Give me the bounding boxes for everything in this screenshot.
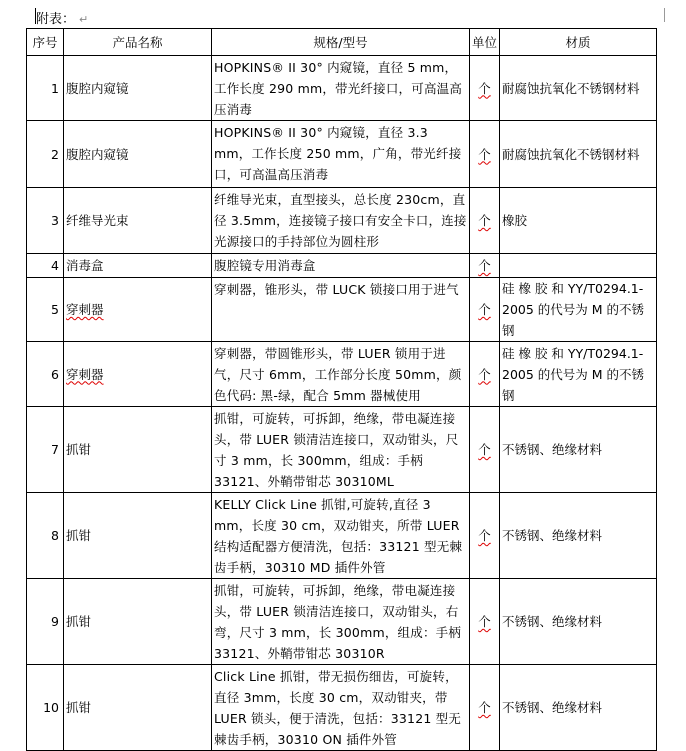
cell-name[interactable]: 腹腔内窥镜 [64,56,212,121]
cell-unit[interactable]: 个 [470,121,500,188]
cell-spec[interactable]: KELLY Click Line 抓钳,可旋转,直径 3 mm，长度 30 cm，双动钳夹，所带 LUER 结构适配器方便清洗，包括：33121 型无棘齿手柄，30310 MD 插件外管 [212,493,470,579]
cell-no[interactable]: 10 [27,665,64,751]
cell-material[interactable]: 不锈钢、绝缘材料 [500,665,657,751]
cell-spec[interactable]: 穿刺器，锥形头，带 LUCK 锁接口用于进气 [212,278,470,342]
header-material: 材质 [500,29,657,56]
cell-spec[interactable]: 纤维导光束，直型接头，总长度 230cm，直径 3.5mm，连接镜子接口有安全卡口，连接光源接口的手持部位为圆柱形 [212,188,470,254]
cell-spec[interactable]: HOPKINS® II 30° 内窥镜，直径 5 mm，工作长度 290 mm，带光纤接口，可高温高压消毒 [212,56,470,121]
table-row [27,121,657,188]
cell-name[interactable]: 穿刺器 [64,278,212,342]
cell-name[interactable]: 穿刺器 [64,342,212,407]
product-table[interactable] [26,28,657,751]
header-no: 序号 [27,29,64,56]
cell-spec[interactable]: HOPKINS® II 30° 内窥镜，直径 3.3 mm，工作长度 250 mm，广角，带光纤接口，可高温高压消毒 [212,121,470,188]
cell-spec[interactable]: Click Line 抓钳，带无损伤细齿，可旋转，直径 3mm，长度 30 cm，双动钳夹，带 LUER 锁头，便于清洗，包括：33121 型无棘齿手柄，30310 ON 插件外管 [212,665,470,751]
cell-unit[interactable]: 个 [470,278,500,342]
table-row [27,188,657,254]
cell-no[interactable]: 9 [27,579,64,665]
cell-unit[interactable]: 个 [470,407,500,493]
cell-name[interactable]: 抓钳 [64,579,212,665]
cell-unit[interactable]: 个 [470,342,500,407]
cell-spec[interactable]: 抓钳，可旋转，可拆卸，绝缘，带电凝连接头，带 LUER 锁清洁连接口，双动钳头，右弯，尺寸 3 mm，长 300mm，组成：手柄 33121、外鞘带钳芯 30310R [212,579,470,665]
cell-unit[interactable]: 个 [470,579,500,665]
header-name: 产品名称 [64,29,212,56]
cell-name[interactable]: 纤维导光束 [64,188,212,254]
cell-material[interactable]: 耐腐蚀抗氧化不锈钢材料 [500,56,657,121]
cell-no[interactable]: 5 [27,278,64,342]
cell-name[interactable]: 腹腔内窥镜 [64,121,212,188]
cell-name[interactable]: 抓钳 [64,665,212,751]
table-row [27,579,657,665]
table-row [27,278,657,342]
cell-material[interactable]: 硅 橡 胶 和 YY/T0294.1-2005 的代号为 M 的不锈钢 [500,278,657,342]
cell-no[interactable]: 1 [27,56,64,121]
cell-spec[interactable]: 腹腔镜专用消毒盒 [212,254,470,278]
cell-name[interactable]: 抓钳 [64,407,212,493]
margin-corner-mark [664,8,665,22]
cell-material[interactable]: 不锈钢、绝缘材料 [500,579,657,665]
cell-material[interactable]: 不锈钢、绝缘材料 [500,407,657,493]
cell-no[interactable]: 7 [27,407,64,493]
table-row [27,342,657,407]
cell-name[interactable]: 消毒盒 [64,254,212,278]
header-spec: 规格/型号 [212,29,470,56]
paragraph-mark-icon: ↵ [79,13,89,26]
cell-unit[interactable]: 个 [470,665,500,751]
table-row [27,493,657,579]
cell-material[interactable]: 耐腐蚀抗氧化不锈钢材料 [500,121,657,188]
cell-spec[interactable]: 抓钳，可旋转，可拆卸，绝缘，带电凝连接头，带 LUER 锁清洁连接口，双动钳头，尺寸 3 mm，长 300mm，组成：手柄 33121、外鞘带钳芯 30310ML [212,407,470,493]
cell-no[interactable]: 4 [27,254,64,278]
cell-no[interactable]: 2 [27,121,64,188]
cell-unit[interactable]: 个 [470,56,500,121]
cell-material[interactable]: 硅 橡 胶 和 YY/T0294.1-2005 的代号为 M 的不锈钢 [500,342,657,407]
cell-no[interactable]: 6 [27,342,64,407]
cell-unit[interactable]: 个 [470,188,500,254]
cell-material[interactable]: 不锈钢、绝缘材料 [500,493,657,579]
cell-unit[interactable]: 个 [470,254,500,278]
cell-material[interactable] [500,254,657,278]
table-caption[interactable] [36,8,88,27]
cell-spec[interactable]: 穿刺器，带圆锥形头，带 LUER 锁用于进气，尺寸 6mm，工作部分长度 50mm，颜色代码: 黑-绿，配合 5mm 器械使用 [212,342,470,407]
caption-label: 附表： [36,12,76,27]
table-row [27,665,657,751]
table-row [27,407,657,493]
cell-name[interactable]: 抓钳 [64,493,212,579]
table-header-row [27,29,657,56]
cell-no[interactable]: 3 [27,188,64,254]
cell-no[interactable]: 8 [27,493,64,579]
cell-material[interactable]: 橡胶 [500,188,657,254]
header-unit: 单位 [470,29,500,56]
cell-unit[interactable]: 个 [470,493,500,579]
table-row [27,56,657,121]
table-row [27,254,657,278]
